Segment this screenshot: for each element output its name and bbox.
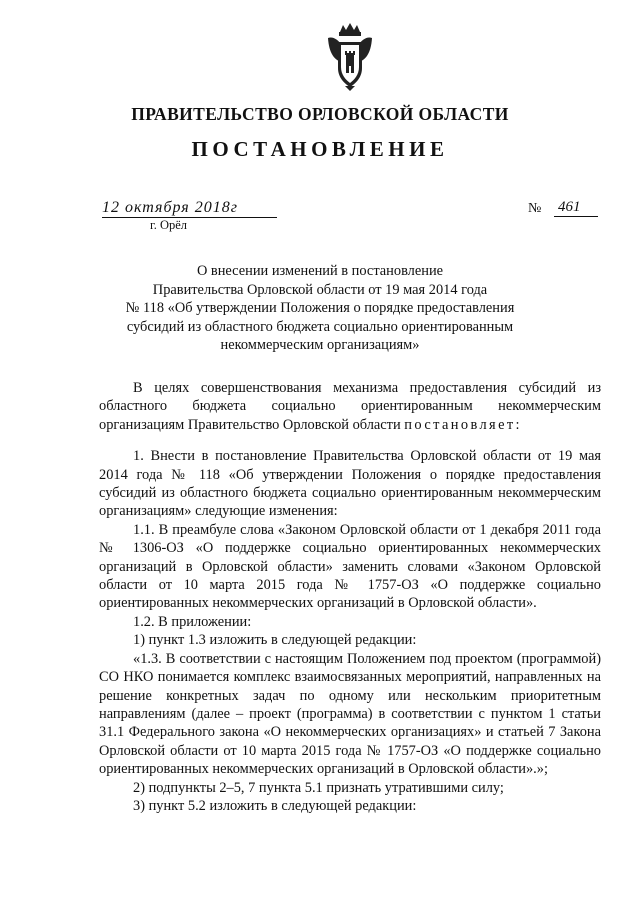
government-title: ПРАВИТЕЛЬСТВО ОРЛОВСКОЙ ОБЛАСТИ: [131, 104, 509, 124]
date-underline: [102, 217, 277, 218]
number-underline: [554, 216, 598, 217]
clause-item-3: 3) пункт 5.2 изложить в следующей редакции:: [133, 797, 417, 814]
city-label: г. Орёл: [150, 218, 188, 232]
number-sign: №: [528, 201, 542, 216]
preamble-text: В целях совершенствования механизма предоставления субсидий из областного бюджета социально ориентированным некоммерческим организациям Правительство Орловской области: [99, 380, 601, 433]
resolves-verb: постановляет:: [404, 416, 522, 433]
subject-line: субсидий из областного бюджета социально ориентированным: [126, 318, 514, 335]
handwritten-date: 12 октября 2018г: [102, 199, 238, 216]
document-type-heading: ПОСТАНОВЛЕНИЕ: [191, 137, 449, 161]
document-number-field: [528, 197, 598, 217]
handwritten-number: 461: [558, 199, 581, 215]
subject-line: № 118 «Об утверждении Положения о порядке предоставления: [125, 300, 515, 317]
clause-item-1: 1) пункт 1.3 изложить в следующей редакции:: [133, 632, 417, 649]
subject-line: О внесении изменений в постановление: [196, 263, 444, 279]
coat-of-arms-icon: [325, 22, 375, 92]
document-subject: [120, 262, 520, 355]
subject-line: Правительства Орловской области от 19 мая 2014 года: [152, 281, 488, 298]
clause-item-2: 2) подпункты 2–5, 7 пункта 5.1 признать утратившими силу;: [133, 779, 504, 796]
clause-1-1: 1.1. В преамбуле слова «Законом Орловской области от 1 декабря 2011 года № 1306-ОЗ «О поддержке социально ориентированных некоммерческих организаций в Орловской области» заменить словами «Законом Орловской области от 10 марта 2015 года № 1757-ОЗ «О поддержке социально ориентированных некоммерческих организаций в Орловской области».: [99, 521, 601, 612]
clause-1: 1. Внести в постановление Правительства Орловской области от 19 мая 2014 года № 118 «Об утверждении Положения о порядке предоставления субсидий из областного бюджета социально ориентированным некоммерческим организациям» следующие изменения:: [99, 448, 601, 520]
document-body: [99, 379, 601, 815]
subject-line: некоммерческим организациям»: [220, 337, 420, 354]
quoted-clause-1-3: «1.3. В соответствии с настоящим Положением под проектом (программой) СО НКО понимается комплекс взаимосвязанных мероприятий, направленных на решение конкретных задач по одному или нескольким приоритетным направлениям (далее – проект (программа) в соответствии с пунктом 1 статьи 31.1 Федерального закона «О некоммерческих организациях» и статьей 7 Закона Орловской области от 10 марта 2015 года № 1757-ОЗ «О поддержке социально ориентированных некоммерческих организаций в Орловской области».»;: [99, 650, 601, 778]
preamble-paragraph: [99, 379, 601, 434]
date-field: [102, 196, 277, 218]
clause-1-2: 1.2. В приложении:: [133, 613, 252, 630]
